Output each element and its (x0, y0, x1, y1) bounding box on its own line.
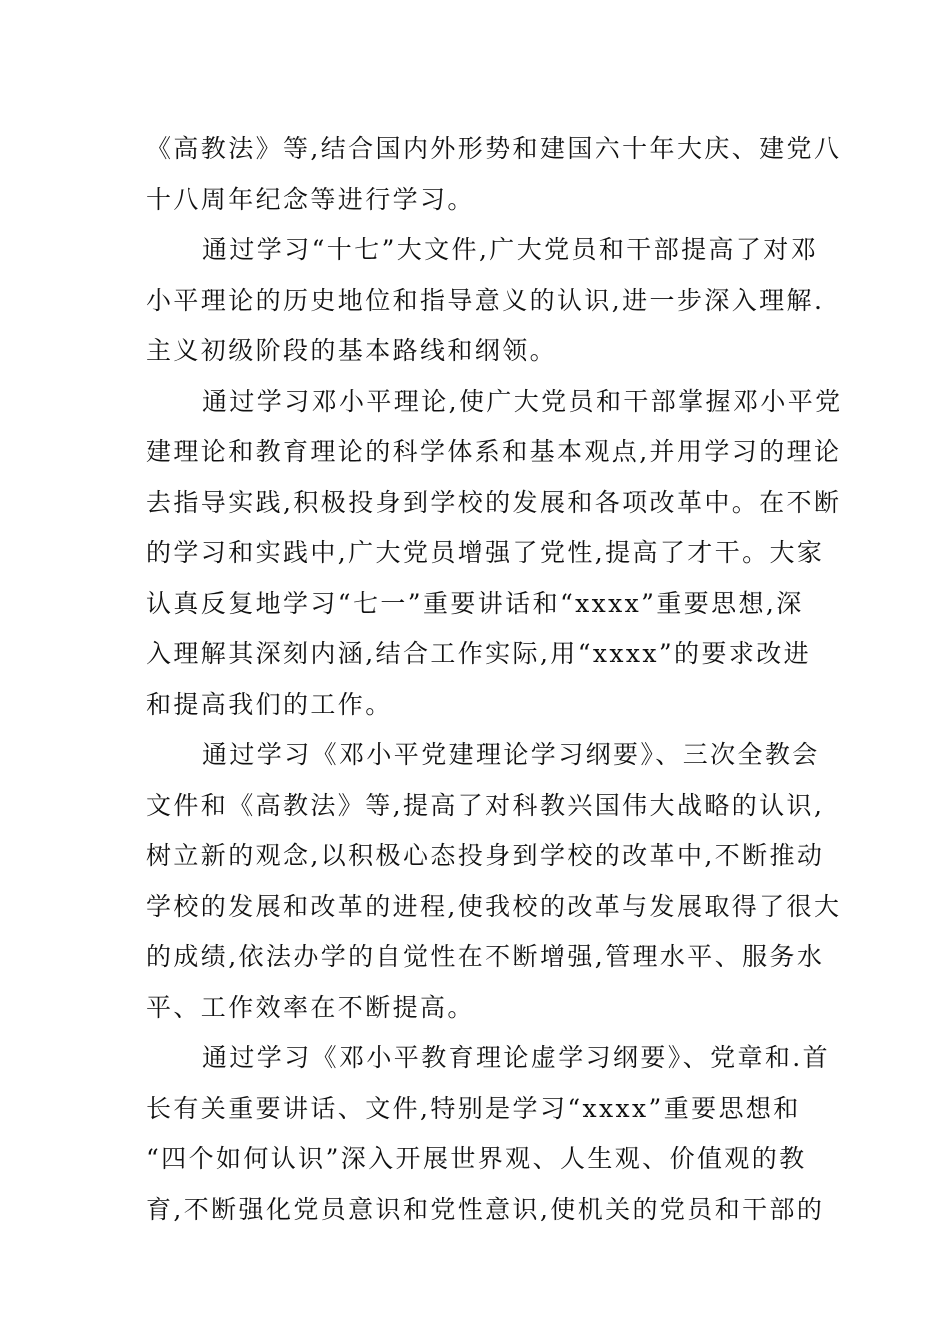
text-line: 主义初级阶段的基本路线和纲领。 (146, 336, 558, 365)
text-line: 通过学习《邓小平党建理论学习纲要》、三次全教会 (202, 740, 820, 769)
paragraph (146, 225, 825, 377)
paragraph (146, 730, 842, 1033)
text-line: 通过学习“十七”大文件,广大党员和干部提高了对邓 (202, 235, 819, 264)
paragraph (146, 377, 843, 731)
text-line: 去指导实践,积极投身到学校的发展和各项改革中。在不断 (146, 487, 842, 517)
text-line: 的成绩,依法办学的自觉性在不断增强,管理水平、服务水 (146, 942, 825, 971)
text-line: 文件和《高教法》等,提高了对科教兴国伟大战略的认识, (146, 790, 825, 820)
text-line: 建理论和教育理论的科学体系和基本观点,并用学习的理论 (146, 437, 842, 466)
text-line: “四个如何认识”深入开展世界观、人生观、价值观的教 (146, 1144, 807, 1173)
paragraph (146, 1033, 831, 1235)
text-line: 树立新的观念,以积极心态投身到学校的改革中,不断推动 (146, 841, 825, 870)
text-line: 平、工作效率在不断提高。 (146, 992, 475, 1022)
text-line: 入理解其深刻内涵,结合工作实际,用“xxxx”的要求改进 (146, 639, 812, 668)
text-line: 通过学习邓小平理论,使广大党员和干部掌握邓小平党 (202, 386, 843, 416)
text-line: 十八周年纪念等进行学习。 (146, 184, 475, 214)
text-line: 长有关重要讲话、文件,特别是学习“xxxx”重要思想和 (146, 1093, 801, 1123)
document-body (146, 124, 843, 1235)
text-line: 学校的发展和改革的进程,使我校的改革与发展取得了很大 (146, 891, 842, 921)
text-line: 《高教法》等,结合国内外形势和建国六十年大庆、建党八 (146, 134, 842, 163)
text-line: 的学习和实践中,广大党员增强了党性,提高了才干。大家 (146, 538, 825, 567)
paragraph (146, 124, 842, 225)
text-line: 和提高我们的工作。 (146, 689, 393, 719)
text-line: 育,不断强化党员意识和党性意识,使机关的党员和干部的 (146, 1194, 825, 1224)
text-line: 通过学习《邓小平教育理论虚学习纲要》、党章和.首 (202, 1043, 831, 1072)
text-line: 认真反复地学习“七一”重要讲话和“xxxx”重要思想,深 (146, 588, 804, 618)
text-line: 小平理论的历史地位和指导意义的认识,进一步深入理解. (146, 285, 825, 315)
